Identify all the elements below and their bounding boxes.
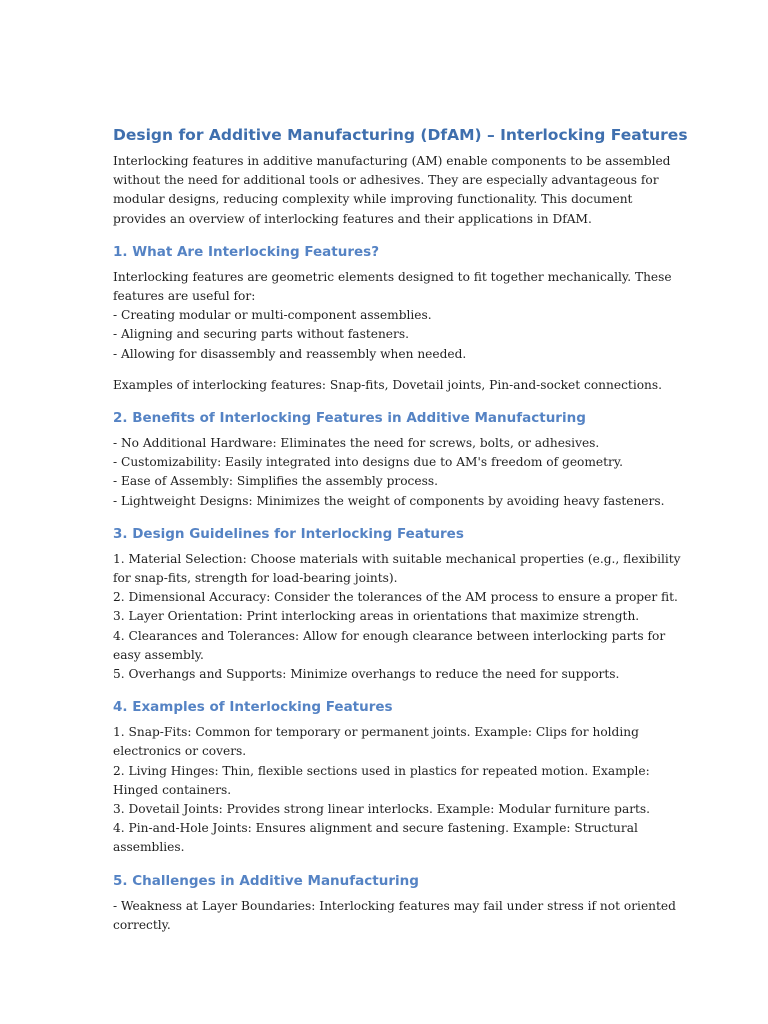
list-item: - Aligning and securing parts without fasteners. xyxy=(113,327,409,342)
section-body-challenges xyxy=(113,897,676,935)
body-line: features are useful for: xyxy=(113,289,256,304)
list-item: 4. Pin-and-Hole Joints: Ensures alignment and secure fastening. Example: Structural xyxy=(113,821,638,836)
body-line: Examples of interlocking features: Snap-fits, Dovetail joints, Pin-and-socket connections. xyxy=(113,377,663,392)
list-item: 3. Layer Orientation: Print interlocking areas in orientations that maximize strength. xyxy=(113,609,640,624)
list-item: electronics or covers. xyxy=(113,744,247,759)
section-body-guidelines xyxy=(113,550,681,684)
document-title: Design for Additive Manufacturing (DfAM) – Interlocking Features xyxy=(113,126,688,144)
section-heading-benefits: 2. Benefits of Interlocking Features in Additive Manufacturing xyxy=(113,410,586,427)
list-item: 4. Clearances and Tolerances: Allow for enough clearance between interlocking parts for xyxy=(113,628,666,643)
list-item: easy assembly. xyxy=(113,647,204,662)
list-item: 3. Dovetail Joints: Provides strong linear interlocks. Example: Modular furniture parts. xyxy=(113,802,651,817)
list-item: - Creating modular or multi-component assemblies. xyxy=(113,308,432,323)
body-line: Interlocking features are geometric elements designed to fit together mechanically. These xyxy=(113,269,672,284)
section-heading-guidelines: 3. Design Guidelines for Interlocking Features xyxy=(113,525,464,542)
section-heading-challenges: 5. Challenges in Additive Manufacturing xyxy=(113,872,419,889)
list-item: Hinged containers. xyxy=(113,782,232,797)
intro-line: without the need for additional tools or adhesives. They are especially advantageous for xyxy=(113,173,659,188)
list-item: assemblies. xyxy=(113,840,185,855)
list-item: - Ease of Assembly: Simplifies the assembly process. xyxy=(113,474,438,489)
intro-line: Interlocking features in additive manufacturing (AM) enable components to be assembled xyxy=(113,154,671,168)
list-item: - No Additional Hardware: Eliminates the need for screws, bolts, or adhesives. xyxy=(113,436,600,451)
list-item: 2. Living Hinges: Thin, flexible sections used in plastics for repeated motion. Example: xyxy=(113,763,650,778)
list-item: 1. Material Selection: Choose materials with suitable mechanical properties (e.g., flexibility xyxy=(113,551,681,566)
section-heading-what-are: 1. What Are Interlocking Features? xyxy=(113,243,380,260)
section-body-what-are xyxy=(113,268,672,364)
list-item: for snap-fits, strength for load-bearing joints). xyxy=(113,571,398,586)
list-item: - Lightweight Designs: Minimizes the weight of components by avoiding heavy fasteners. xyxy=(113,493,665,508)
section-heading-examples: 4. Examples of Interlocking Features xyxy=(113,699,393,716)
section-body-benefits xyxy=(113,434,665,511)
examples-line xyxy=(113,376,663,395)
list-item: 1. Snap-Fits: Common for temporary or permanent joints. Example: Clips for holding xyxy=(113,725,639,740)
intro-line: provides an overview of interlocking features and their applications in DfAM. xyxy=(113,211,592,226)
list-item: - Weakness at Layer Boundaries: Interlocking features may fail under stress if not oriented xyxy=(113,898,676,913)
intro-line: modular designs, reducing complexity while improving functionality. This document xyxy=(113,192,633,207)
list-item: - Allowing for disassembly and reassembly when needed. xyxy=(113,346,467,361)
section-body-examples xyxy=(113,723,658,857)
list-item: 2. Dimensional Accuracy: Consider the tolerances of the AM process to ensure a proper fit. xyxy=(113,590,678,605)
intro-paragraph xyxy=(113,152,671,229)
list-item: 5. Overhangs and Supports: Minimize overhangs to reduce the need for supports. xyxy=(113,667,620,682)
document-page xyxy=(113,124,688,935)
list-item: - Customizability: Easily integrated into designs due to AM's freedom of geometry. xyxy=(113,455,624,470)
list-item: correctly. xyxy=(113,917,171,932)
